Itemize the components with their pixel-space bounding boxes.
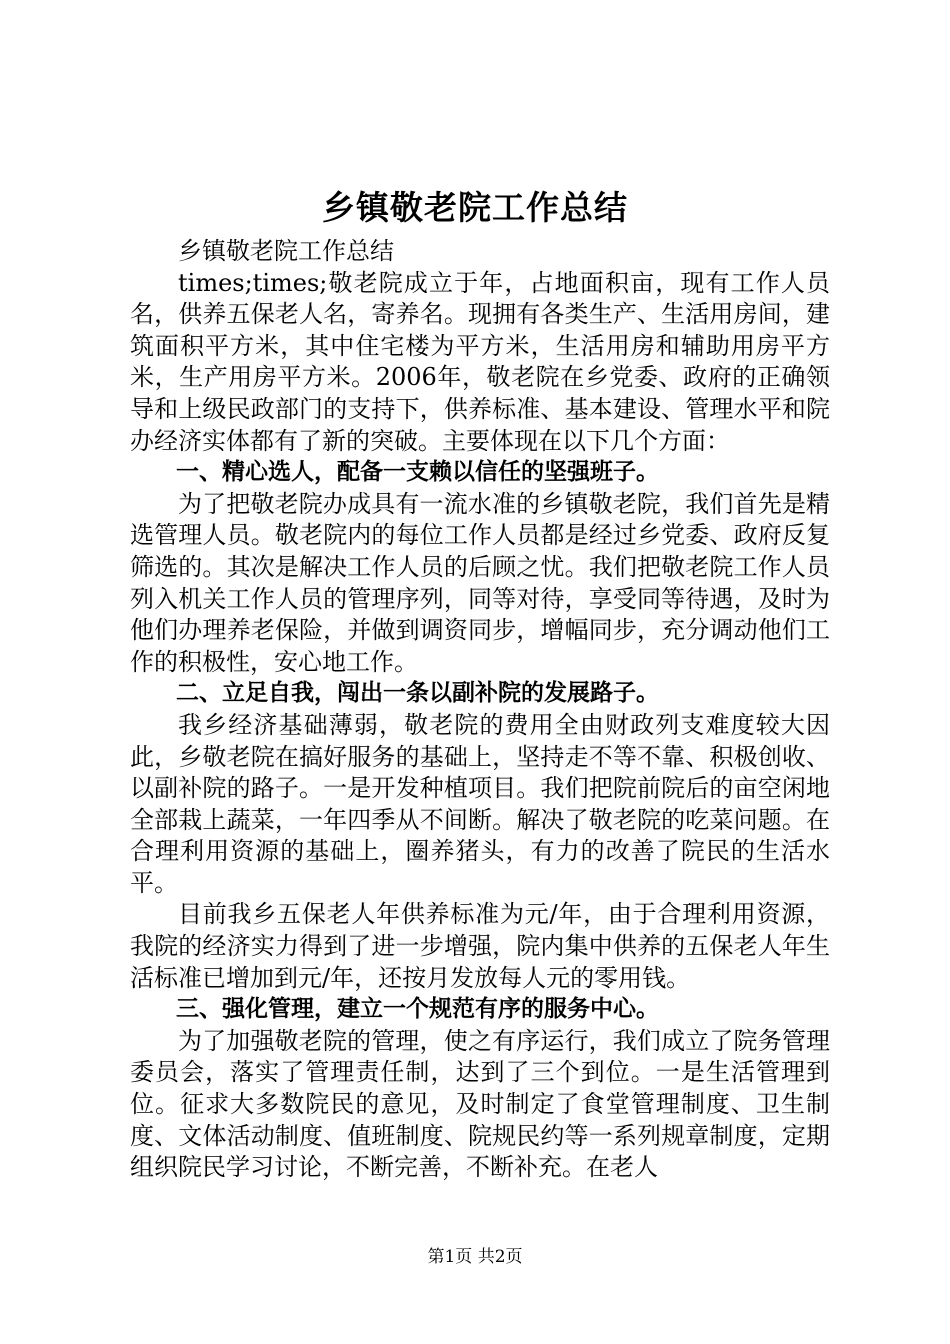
paragraph-section-2-continued: 目前我乡五保老人年供养标准为元/年，由于合理利用资源，我院的经济实力得到了进一步增强，院内集中供养的五保老人年生活标准已增加到元/年，还按月发放每人元的零用钱。 — [130, 900, 830, 992]
paragraph-section-1: 为了把敬老院办成具有一流水准的乡镇敬老院，我们首先是精选管理人员。敬老院内的每位工作人员都是经过乡党委、政府反复筛选的。其次是解决工作人员的后顾之忧。我们把敬老院工作人员列入机关工作人员的管理序列，同等对待，享受同等待遇，及时为他们办理养老保险，并做到调资同步，增幅同步，充分调动他们工作的积极性，安心地工作。 — [130, 489, 830, 676]
paragraph-section-2: 我乡经济基础薄弱，敬老院的费用全由财政列支难度较大因此，乡敬老院在搞好服务的基础上，坚持走不等不靠、积极创收、以副补院的路子。一是开发种植项目。我们把院前院后的亩空闲地全部栽上蔬菜，一年四季从不间断。解决了敬老院的吃菜问题。在合理利用资源的基础上，圈养猪头，有力的改善了院民的生活水平。 — [130, 710, 830, 897]
paragraph-overview: times;times;敬老院成立于年，占地面积亩，现有工作人员名，供养五保老人名，寄养名。现拥有各类生产、生活用房间，建筑面积平方米，其中住宅楼为平方米，生活用房和辅助用房平方米，生产用房平方米。2006年，敬老院在乡党委、政府的正确领导和上级民政部门的支持下，供养标准、基本建设、管理水平和院办经济实体都有了新的突破。主要体现在以下几个方面： — [130, 268, 830, 455]
document-title: 乡镇敬老院工作总结 — [322, 188, 628, 227]
page-number-footer: 第1页 共2页 — [427, 1247, 523, 1267]
section-heading-3: 三、强化管理，建立一个规范有序的服务中心。 — [176, 996, 659, 1023]
document-body — [130, 236, 830, 1184]
paragraph-section-3: 为了加强敬老院的管理，使之有序运行，我们成立了院务管理委员会，落实了管理责任制，达到了三个到位。一是生活管理到位。征求大多数院民的意见，及时制定了食堂管理制度、卫生制度、文体活动制度、值班制度、院规民约等一系列规章制度，定期组织院民学习讨论，不断完善，不断补充。在老人 — [130, 1026, 830, 1182]
paragraph-intro-title: 乡镇敬老院工作总结 — [178, 237, 394, 265]
section-heading-2: 二、立足自我，闯出一条以副补院的发展路子。 — [176, 680, 659, 707]
section-heading-1: 一、精心选人，配备一支赖以信任的坚强班子。 — [176, 459, 659, 486]
